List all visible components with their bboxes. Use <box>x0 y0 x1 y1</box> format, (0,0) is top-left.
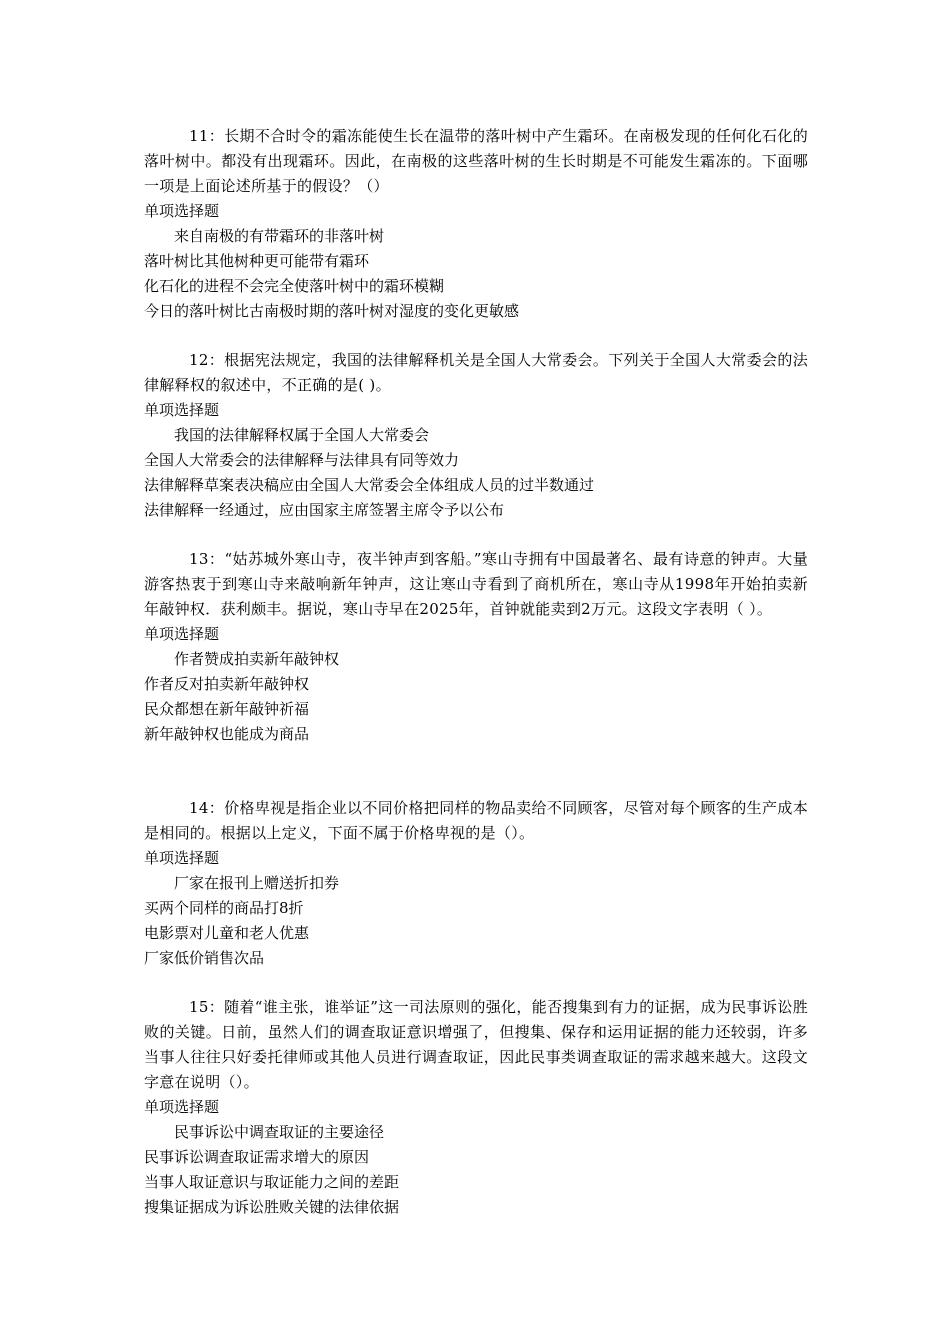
option-d: 今日的落叶树比古南极时期的落叶树对湿度的变化更敏感 <box>144 302 520 320</box>
question-type: 单项选择题 <box>144 1098 220 1116</box>
question-12 <box>144 348 808 523</box>
question-type: 单项选择题 <box>144 849 220 867</box>
question-13 <box>144 547 808 747</box>
option-d: 厂家低价销售次品 <box>144 949 265 967</box>
option-a: 厂家在报刊上赠送折扣券 <box>174 874 340 892</box>
option-b: 落叶树比其他树种更可能带有霜环 <box>144 252 370 270</box>
option-d: 新年敲钟权也能成为商品 <box>144 725 310 743</box>
question-type: 单项选择题 <box>144 625 220 643</box>
option-a: 作者赞成拍卖新年敲钟权 <box>174 650 340 668</box>
question-type: 单项选择题 <box>144 202 220 220</box>
option-b: 全国人大常委会的法律解释与法律具有同等效力 <box>144 451 460 469</box>
option-c: 电影票对儿童和老人优惠 <box>144 924 310 942</box>
option-list <box>144 224 808 324</box>
question-type: 单项选择题 <box>144 401 220 419</box>
option-d: 搜集证据成为诉讼胜败关键的法律依据 <box>144 1198 400 1216</box>
option-b: 民事诉讼调查取证需求增大的原因 <box>144 1148 370 1166</box>
option-a: 民事诉讼中调查取证的主要途径 <box>174 1123 385 1141</box>
option-list <box>144 647 808 747</box>
question-stem: 14：价格卑视是指企业以不同价格把同样的物品卖给不同顾客，尽管对每个顾客的生产成本是相同的。根据以上定义，下面不属于价格卑视的是（）。 <box>144 799 808 842</box>
option-a: 来自南极的有带霜环的非落叶树 <box>174 227 385 245</box>
question-stem: 15：随着“谁主张，谁举证”这一司法原则的强化，能否搜集到有力的证据，成为民事诉讼胜败的关键。日前，虽然人们的调查取证意识增强了，但搜集、保存和运用证据的能力还较弱，许多当事人往往只好委托律师或其他人员进行调查取证，因此民事类调查取证的需求越来越大。这段文字意在说明（）。 <box>144 998 808 1091</box>
question-stem: 11：长期不合时令的霜冻能使生长在温带的落叶树中产生霜环。在南极发现的任何化石化的落叶树中。都没有出现霜环。因此，在南极的这些落叶树的生长时期是不可能发生霜冻的。下面哪一项是上面论述所基于的假设？（） <box>144 127 808 195</box>
option-d: 法律解释一经通过，应由国家主席签署主席令予以公布 <box>144 501 505 519</box>
option-c: 当事人取证意识与取证能力之间的差距 <box>144 1173 400 1191</box>
option-list <box>144 1120 808 1220</box>
question-11 <box>144 124 808 324</box>
question-15 <box>144 995 808 1220</box>
option-list <box>144 871 808 971</box>
option-a: 我国的法律解释权属于全国人大常委会 <box>174 426 430 444</box>
option-b: 买两个同样的商品打8折 <box>144 899 304 917</box>
option-list <box>144 423 808 523</box>
option-b: 作者反对拍卖新年敲钟权 <box>144 675 310 693</box>
question-stem: 12：根据宪法规定，我国的法律解释机关是全国人大常委会。下列关于全国人大常委会的法律解释权的叙述中，不正确的是( )。 <box>144 351 808 394</box>
option-c: 民众都想在新年敲钟祈福 <box>144 700 310 718</box>
option-c: 法律解释草案表决稿应由全国人大常委会全体组成人员的过半数通过 <box>144 476 595 494</box>
question-14 <box>144 796 808 971</box>
question-stem: 13：“姑苏城外寒山寺，夜半钟声到客船。”寒山寺拥有中国最著名、最有诗意的钟声。大量游客热衷于到寒山寺来敲响新年钟声，这让寒山寺看到了商机所在，寒山寺从1998年开始拍卖新年敲钟权．获利颇丰。据说，寒山寺早在2025年，首钟就能卖到2万元。这段文字表明（ ）。 <box>144 550 808 618</box>
option-c: 化石化的进程不会完全使落叶树中的霜环模糊 <box>144 277 445 295</box>
